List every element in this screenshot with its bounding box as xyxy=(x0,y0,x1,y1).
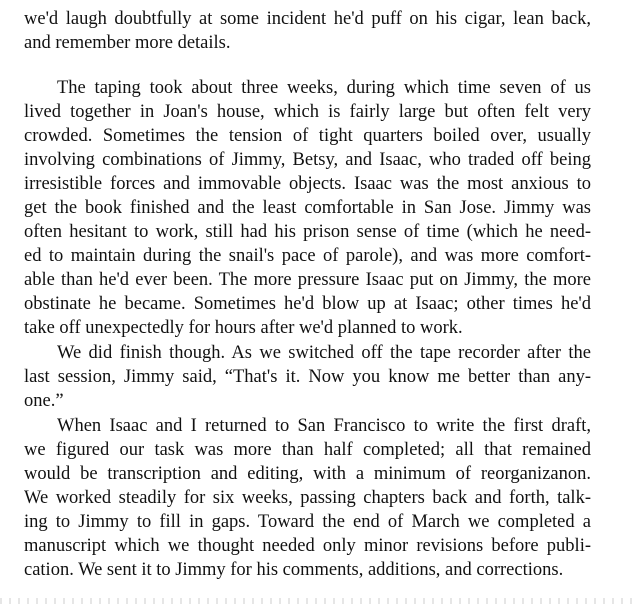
paragraph-first-line: When Isaac and I returned to San Francisco to write the first draft, xyxy=(57,416,591,436)
text-line: lived together in Joan's house, which is fairly large but often felt very xyxy=(24,102,591,122)
text-line: manuscript which we thought needed only minor revisions before publi- xyxy=(24,536,591,556)
text-line: get the book finished and the least comfortable in San Jose. Jimmy was xyxy=(24,198,591,218)
text-line: often hesitant to work, still had his prison sense of time (which he need- xyxy=(24,222,591,242)
text-line: and remember more details. xyxy=(24,33,231,53)
text-line: last session, Jimmy said, “That's it. Now you know me better than any- xyxy=(24,367,591,387)
text-line: ed to maintain during the snail's pace of parole), and was more comfort- xyxy=(24,246,591,266)
text-line: crowded. Sometimes the tension of tight quarters boiled over, usually xyxy=(24,126,591,146)
text-line: involving combinations of Jimmy, Betsy, and Isaac, who traded off being xyxy=(24,150,591,170)
text-line: would be transcription and editing, with a minimum of reorganizanon. xyxy=(24,464,591,484)
text-line: obstinate he became. Sometimes he'd blow up at Isaac; other times he'd xyxy=(24,294,591,314)
paragraph-first-line: We did finish though. As we switched off the tape recorder after the xyxy=(57,343,591,363)
text-line: able than he'd ever been. The more pressure Isaac put on Jimmy, the more xyxy=(24,270,591,290)
paragraph-first-line: The taping took about three weeks, during which time seven of us xyxy=(57,78,591,98)
text-line: we figured our task was more than half completed; all that remained xyxy=(24,440,591,460)
text-line: We worked steadily for six weeks, passing chapters back and forth, talk- xyxy=(24,488,591,508)
text-line: take off unexpectedly for hours after we'd planned to work. xyxy=(24,318,463,338)
text-line: cation. We sent it to Jimmy for his comments, additions, and corrections. xyxy=(24,560,564,580)
next-line-bleed xyxy=(0,598,634,604)
text-line: ing to Jimmy to fill in gaps. Toward the end of March we completed a xyxy=(24,512,591,532)
text-line: irresistible forces and immovable objects. Isaac was the most anxious to xyxy=(24,174,591,194)
text-line: we'd laugh doubtfully at some incident he'd puff on his cigar, lean back, xyxy=(24,9,591,29)
text-line: one.” xyxy=(24,391,64,411)
